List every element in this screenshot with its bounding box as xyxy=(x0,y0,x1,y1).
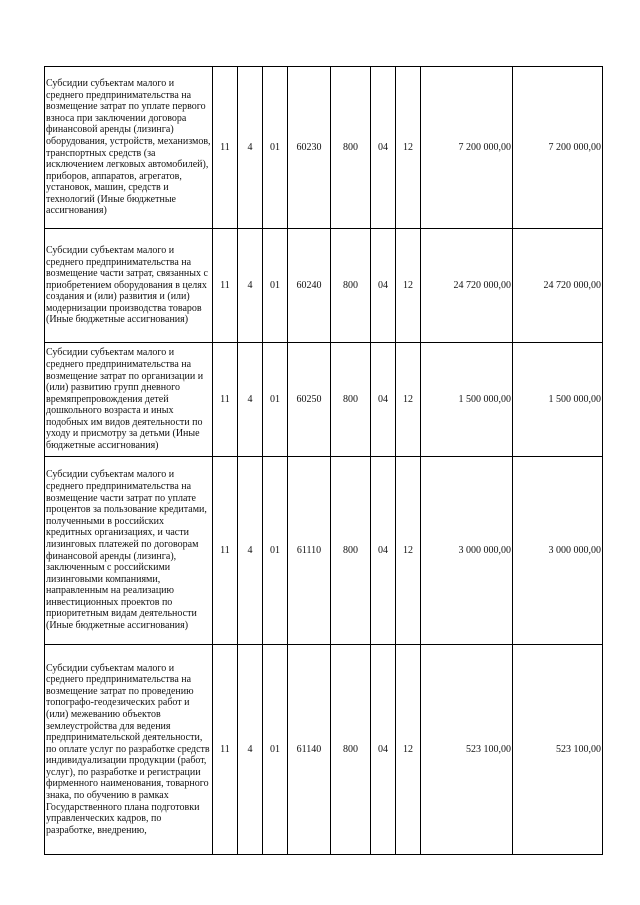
code-cell: 800 xyxy=(331,229,371,343)
code-cell: 01 xyxy=(263,343,288,457)
amount-cell: 7 200 000,00 xyxy=(421,67,513,229)
code-cell: 12 xyxy=(396,457,421,645)
code-cell: 04 xyxy=(371,645,396,855)
budget-table xyxy=(44,66,603,855)
code-cell: 01 xyxy=(263,67,288,229)
code-cell: 01 xyxy=(263,645,288,855)
row-description: Субсидии субъектам малого и среднего предпринимательства на возмещение затрат по организации и (или) развитию групп дневного времяпрепровождения детей дошкольного возраста и иных подобных им видов деятельности по уходу и присмотру за детьми (Иные бюджетные ассигнования) xyxy=(45,343,213,457)
amount-cell: 7 200 000,00 xyxy=(513,67,603,229)
amount-cell: 1 500 000,00 xyxy=(421,343,513,457)
code-cell: 01 xyxy=(263,457,288,645)
code-cell: 800 xyxy=(331,457,371,645)
row-description: Субсидии субъектам малого и среднего предпринимательства на возмещение части затрат, связанных с приобретением оборудования в целях создания и (или) развития и (или) модернизации производства товаров (Иные бюджетные ассигнования) xyxy=(45,229,213,343)
code-cell: 800 xyxy=(331,67,371,229)
code-cell: 04 xyxy=(371,229,396,343)
document-page xyxy=(44,66,602,855)
code-cell: 04 xyxy=(371,457,396,645)
amount-cell: 523 100,00 xyxy=(513,645,603,855)
amount-cell: 3 000 000,00 xyxy=(421,457,513,645)
code-cell: 4 xyxy=(238,67,263,229)
code-cell: 60230 xyxy=(288,67,331,229)
table-row xyxy=(45,229,603,343)
row-description: Субсидии субъектам малого и среднего предпринимательства на возмещение затрат по уплате первого взноса при заключении договора финансовой аренды (лизинга) оборудования, устройств, механизмов, транспортных средств (за исключением легковых автомобилей), приборов, аппаратов, агрегатов, установок, машин, средств и технологий (Иные бюджетные ассигнования) xyxy=(45,67,213,229)
code-cell: 60240 xyxy=(288,229,331,343)
code-cell: 12 xyxy=(396,343,421,457)
code-cell: 61140 xyxy=(288,645,331,855)
table-row xyxy=(45,67,603,229)
code-cell: 60250 xyxy=(288,343,331,457)
amount-cell: 24 720 000,00 xyxy=(421,229,513,343)
code-cell: 800 xyxy=(331,645,371,855)
code-cell: 11 xyxy=(213,457,238,645)
amount-cell: 1 500 000,00 xyxy=(513,343,603,457)
table-row xyxy=(45,457,603,645)
code-cell: 4 xyxy=(238,229,263,343)
code-cell: 800 xyxy=(331,343,371,457)
code-cell: 12 xyxy=(396,645,421,855)
code-cell: 4 xyxy=(238,343,263,457)
amount-cell: 523 100,00 xyxy=(421,645,513,855)
code-cell: 61110 xyxy=(288,457,331,645)
code-cell: 11 xyxy=(213,343,238,457)
code-cell: 04 xyxy=(371,67,396,229)
code-cell: 4 xyxy=(238,645,263,855)
row-description: Субсидии субъектам малого и среднего предпринимательства на возмещение затрат по проведению топографо-геодезических работ и (или) межеванию объектов землеустройства для ведения предпринимательской деятельности, по оплате услуг по разработке средств индивидуализации продукции (работ, услуг), по разработке и регистрации фирменного наименования, товарного знака, по обучению в рамках Государственного плана подготовки управленческих кадров, по разработке, внедрению, xyxy=(45,645,213,855)
code-cell: 12 xyxy=(396,229,421,343)
code-cell: 01 xyxy=(263,229,288,343)
code-cell: 11 xyxy=(213,67,238,229)
table-row xyxy=(45,343,603,457)
code-cell: 12 xyxy=(396,67,421,229)
row-description: Субсидии субъектам малого и среднего предпринимательства на возмещение части затрат по уплате процентов за пользование кредитами, полученными в российских кредитных организациях, и части лизинговых платежей по договорам финансовой аренды (лизинга), заключенным с российскими лизинговыми компаниями, направленным на реализацию инвестиционных проектов по приоритетным видам деятельности (Иные бюджетные ассигнования) xyxy=(45,457,213,645)
code-cell: 4 xyxy=(238,457,263,645)
code-cell: 11 xyxy=(213,645,238,855)
table-row xyxy=(45,645,603,855)
code-cell: 04 xyxy=(371,343,396,457)
code-cell: 11 xyxy=(213,229,238,343)
amount-cell: 24 720 000,00 xyxy=(513,229,603,343)
amount-cell: 3 000 000,00 xyxy=(513,457,603,645)
